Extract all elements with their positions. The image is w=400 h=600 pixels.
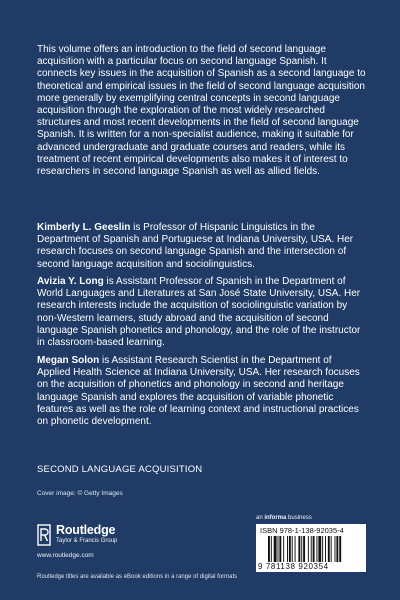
publisher-group: Taylor & Francis Group xyxy=(56,538,118,544)
barcode-digits: 9 781138 920354 xyxy=(258,562,329,571)
routledge-r-icon xyxy=(37,524,51,546)
ebook-note: Routledge titles are available as eBook editions in a range of digital formats xyxy=(37,574,238,580)
publisher-url[interactable]: www.routledge.com xyxy=(37,552,94,559)
publisher-name: Routledge xyxy=(56,523,116,537)
author-name: Avizia Y. Long xyxy=(37,276,104,287)
author-bio-text: is Assistant Professor of Spanish in the Department of World Languages and Literatures at San José State University, USA. Her research interests include the acquisition of sociolinguistic variation by non-Western learners, study abroad and the acquisition of second language Spanish phonetics and phonology, and the role of the instructor in classroom-based learning. xyxy=(37,276,361,349)
barcode-bar xyxy=(301,536,302,562)
barcode-bar xyxy=(289,536,291,562)
barcode-bar xyxy=(287,536,288,562)
barcode-bar xyxy=(283,536,284,562)
author-bio-text: is Assistant Research Scientist in the Department of Applied Health Science at Indiana University, USA. Her research focuses on the acquisition of phonetics and phonology in second and heritage language Spanish and explores the acquisition of variable phonetic features as well as the role of learning context and instructional practices on phonetic development. xyxy=(37,355,360,428)
barcode-bar xyxy=(313,536,315,562)
barcode-bar xyxy=(331,536,332,562)
barcode-bar xyxy=(336,536,338,562)
informa-tag xyxy=(256,515,312,521)
author-bio xyxy=(37,355,367,428)
barcode-bar xyxy=(271,536,272,562)
author-bio-text: is Professor of Hispanic Linguistics in the Department of Spanish and Portuguese at Indiana University, USA. Her research focuses on second language Spanish and the intersection of second language acquisition and sociolinguistics. xyxy=(37,222,354,270)
barcode-bar xyxy=(268,536,270,562)
publisher-logo xyxy=(37,522,157,562)
barcode-bar xyxy=(339,536,341,562)
isbn-barcode xyxy=(256,524,366,572)
author-bio xyxy=(37,276,367,349)
barcode-bar xyxy=(335,536,336,562)
cover-credit: Cover image: © Getty Images xyxy=(37,490,123,497)
barcode-bar xyxy=(292,536,293,562)
barcode-bar xyxy=(316,536,317,562)
author-name: Kimberly L. Geeslin xyxy=(37,222,131,233)
barcode-bar xyxy=(303,536,305,562)
barcode-bars xyxy=(268,536,360,562)
isbn-label: ISBN 978-1-138-92035-4 xyxy=(260,526,344,535)
barcode-bar xyxy=(325,536,326,562)
informa-suffix: business xyxy=(286,515,312,521)
barcode-bar xyxy=(308,536,309,562)
barcode-bar xyxy=(278,536,279,562)
book-blurb: This volume offers an introduction to the field of second language acquisition with a particular focus on second language Spanish. It connects key issues in the acquisition of Spanish as a second language to theoretical and empirical issues in the field of second language acquisition more generally by exemplifying central concepts in second language acquisition through the exploration of the most widely researched structures and most recent developments in the field of second language Spanish. It is written for a non-specialist audience, making it suitable for advanced undergraduate and graduate courses and readers, while its treatment of recent empirical developments also makes it of interest to researchers in second language Spanish as well as allied fields. xyxy=(37,44,366,178)
barcode-bar xyxy=(318,536,321,562)
barcode-bar xyxy=(279,536,281,562)
informa-prefix: an xyxy=(256,515,265,521)
barcode-bar xyxy=(311,536,312,562)
series-title: SECOND LANGUAGE ACQUISITION xyxy=(37,464,203,475)
barcode-bar xyxy=(322,536,323,562)
barcode-bar xyxy=(298,536,300,562)
author-name: Megan Solon xyxy=(37,355,100,366)
author-bio xyxy=(37,222,367,271)
barcode-bar xyxy=(328,536,330,562)
barcode-bar xyxy=(295,536,296,562)
barcode-bar xyxy=(274,536,277,562)
informa-bold: informa xyxy=(264,515,287,521)
